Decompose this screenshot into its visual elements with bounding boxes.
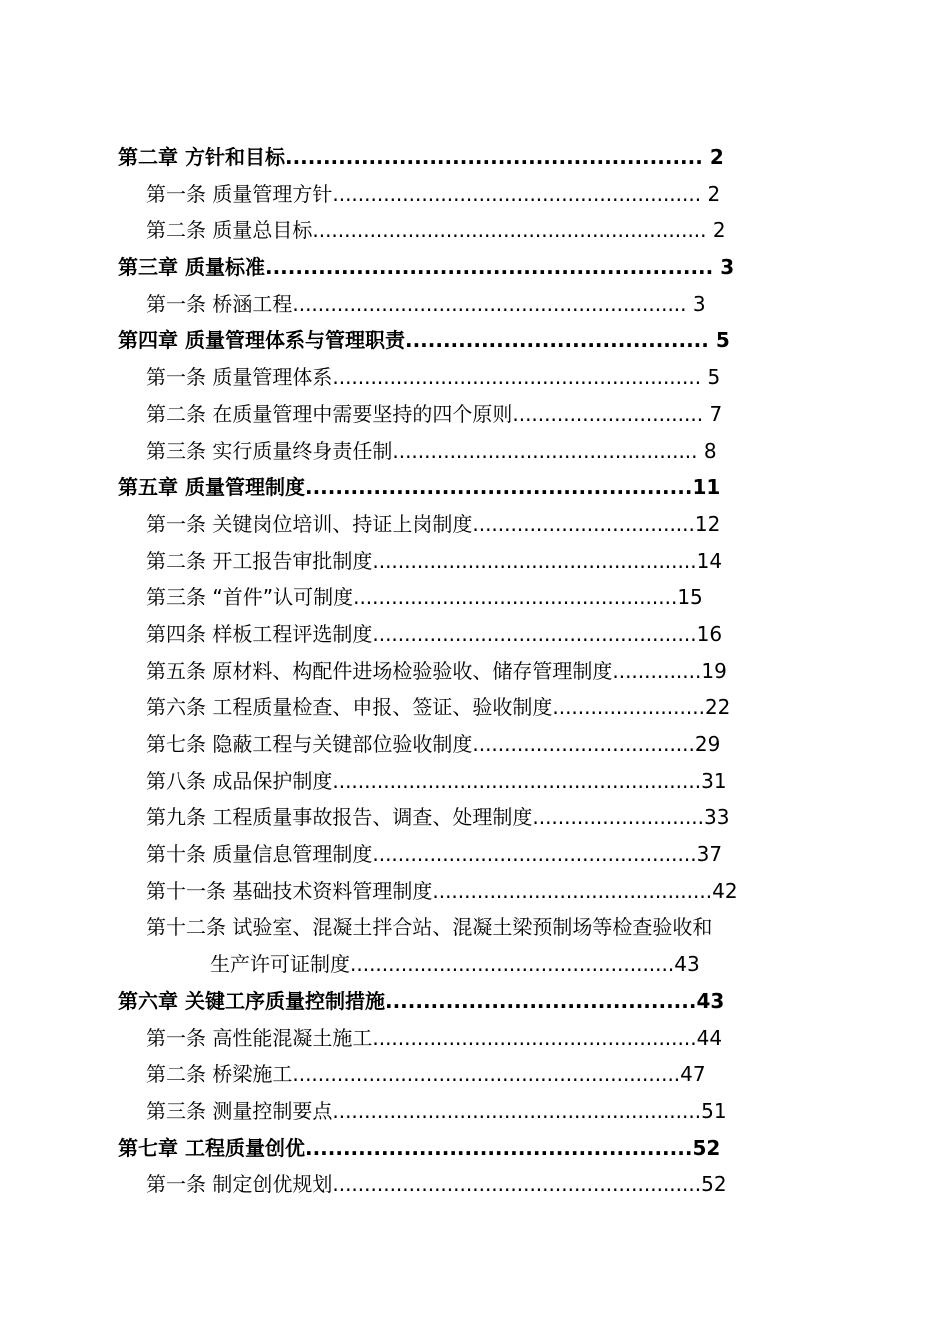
toc-leader-dots: ................................................... (372, 548, 697, 573)
toc-entry-title: 第四章 质量管理体系与管理职责 (118, 328, 405, 353)
toc-article-entry[interactable] (0, 1166, 950, 1203)
toc-entry-title: 第十二条 试验室、混凝土拌合站、混凝土梁预制场等检查验收和 (146, 915, 713, 940)
toc-chapter-entry[interactable] (0, 139, 950, 176)
toc-page-number: 8 (703, 438, 717, 463)
toc-entry-title: 第十一条 基础技术资料管理制度 (146, 878, 433, 903)
toc-leader-dots: ................................................... (372, 1025, 697, 1050)
toc-entry-title: 第一条 质量管理方针 (146, 181, 333, 206)
toc-leader-dots: ................................... (472, 732, 695, 756)
toc-leader-dots: ................................................... (372, 842, 697, 867)
toc-leader-dots: .............................................................. (292, 291, 693, 316)
toc-entry-title: 第二条 开工报告审批制度 (146, 548, 373, 573)
toc-leader-dots: ................................................... (372, 621, 697, 646)
toc-article-entry[interactable] (0, 433, 950, 470)
toc-entry-title: 第二条 桥梁施工 (146, 1062, 293, 1087)
toc-page-number: 3 (720, 255, 735, 280)
toc-entry-title: 第一条 质量管理体系 (146, 365, 333, 390)
toc-page-number: 51 (701, 1098, 727, 1123)
toc-leader-dots: .......................................................... (332, 181, 708, 206)
toc-entry-title: 第八条 成品保护制度 (146, 768, 333, 793)
toc-article-entry[interactable] (0, 873, 950, 910)
toc-article-entry[interactable] (0, 1093, 950, 1130)
toc-article-entry[interactable] (0, 1056, 950, 1093)
toc-leader-dots: .............. (612, 658, 702, 683)
toc-chapter-entry[interactable] (0, 469, 950, 506)
toc-leader-dots: ........................ (552, 695, 705, 720)
toc-leader-dots: .......................................................... (332, 768, 702, 793)
toc-page-number: 12 (694, 511, 721, 536)
toc-page-number: 43 (696, 988, 725, 1013)
toc-article-entry[interactable] (0, 909, 950, 946)
toc-page-number: 14 (696, 548, 723, 573)
toc-entry-title: 第七条 隐蔽工程与关键部位验收制度 (146, 732, 473, 756)
toc-leader-dots: ........................................................... (264, 255, 721, 280)
toc-entry-title: 第一条 关键岗位培训、持证上岗制度 (146, 511, 473, 536)
toc-leader-dots: ......................................... (384, 988, 697, 1013)
toc-leader-dots: .............................. (512, 401, 710, 426)
toc-article-entry[interactable] (0, 286, 950, 323)
toc-article-entry[interactable] (0, 176, 950, 213)
toc-chapter-entry[interactable] (0, 249, 950, 286)
toc-leader-dots: ................................................ (392, 438, 704, 463)
toc-page-number: 16 (696, 621, 723, 646)
toc-page-number: 5 (707, 365, 721, 390)
toc-entry-title: 第七章 工程质量创优 (118, 1135, 305, 1160)
toc-article-entry[interactable] (0, 946, 950, 983)
toc-chapter-entry[interactable] (0, 983, 950, 1020)
toc-entry-title: 第六章 关键工序质量控制措施 (118, 988, 385, 1013)
toc-entry-title: 第三条 实行质量终身责任制 (146, 438, 393, 463)
toc-page-number: 15 (677, 585, 703, 610)
toc-page-number: 43 (674, 952, 700, 977)
toc-page-number: 29 (694, 732, 721, 756)
toc-entry-title: 第一条 桥涵工程 (146, 291, 293, 316)
toc-page-number: 37 (696, 842, 723, 867)
toc-leader-dots: ........................................ (404, 328, 716, 353)
toc-article-entry[interactable] (0, 763, 950, 800)
toc-leader-dots: .............................................................. (312, 218, 713, 243)
toc-page-number: 2 (709, 145, 724, 169)
toc-leader-dots: .......................................................... (332, 1172, 702, 1197)
toc-article-entry[interactable] (0, 359, 950, 396)
toc-entry-title: 第三章 质量标准 (118, 255, 265, 280)
toc-page-number: 19 (701, 658, 727, 683)
toc-leader-dots: ....................................................... (284, 145, 710, 169)
toc-entry-title: 第五章 质量管理制度 (118, 475, 305, 500)
toc-article-entry[interactable] (0, 1020, 950, 1057)
toc-page-number: 11 (692, 475, 721, 500)
toc-entry-title: 第三条 “首件”认可制度 (146, 585, 354, 610)
toc-entry-title: 第九条 工程质量事故报告、调查、处理制度 (146, 805, 533, 830)
toc-chapter-entry[interactable] (0, 322, 950, 359)
toc-entry-title: 第二条 在质量管理中需要坚持的四个原则 (146, 401, 513, 426)
toc-leader-dots: ................................... (472, 511, 695, 536)
toc-entry-title: 第一条 制定创优规划 (146, 1172, 333, 1197)
toc-leader-dots: .......................................................... (332, 365, 708, 390)
toc-leader-dots: ............................................ (432, 878, 713, 903)
toc-page-number: 42 (712, 878, 738, 903)
toc-entry-title: 第五条 原材料、构配件进场检验验收、储存管理制度 (146, 658, 613, 683)
toc-entry-title: 第六条 工程质量检查、申报、签证、验收制度 (146, 695, 553, 720)
toc-page-number: 31 (701, 768, 727, 793)
toc-article-entry[interactable] (0, 799, 950, 836)
toc-article-entry[interactable] (0, 689, 950, 726)
toc-leader-dots: .......................................................... (332, 1098, 702, 1123)
toc-leader-dots: ................................................... (304, 475, 693, 500)
toc-article-entry[interactable] (0, 396, 950, 433)
toc-page-number: 7 (709, 401, 723, 426)
toc-article-entry[interactable] (0, 726, 950, 763)
toc-article-entry[interactable] (0, 212, 950, 249)
table-of-contents (0, 139, 950, 1203)
toc-page-number: 44 (696, 1025, 723, 1050)
toc-page-number: 52 (692, 1135, 721, 1160)
toc-entry-title: 第二条 质量总目标 (146, 218, 313, 243)
toc-page-number: 2 (712, 218, 726, 243)
toc-leader-dots: ............................................................. (292, 1062, 681, 1087)
toc-leader-dots: ................................................... (353, 585, 678, 610)
toc-leader-dots: ................................................... (350, 952, 675, 977)
toc-entry-title: 第一条 高性能混凝土施工 (146, 1025, 373, 1050)
toc-article-entry[interactable] (0, 543, 950, 580)
toc-page-number: 33 (704, 805, 730, 830)
toc-article-entry[interactable] (0, 616, 950, 653)
toc-chapter-entry[interactable] (0, 1130, 950, 1167)
toc-entry-title: 第十条 质量信息管理制度 (146, 842, 373, 867)
toc-page-number: 3 (692, 291, 706, 316)
toc-page-number: 47 (680, 1062, 706, 1087)
toc-article-entry[interactable] (0, 579, 950, 616)
toc-entry-title: 第三条 测量控制要点 (146, 1098, 333, 1123)
toc-article-entry[interactable] (0, 653, 950, 690)
toc-article-entry[interactable] (0, 506, 950, 543)
toc-page-number: 5 (715, 328, 730, 353)
toc-leader-dots: ........................... (532, 805, 705, 830)
toc-entry-title: 生产许可证制度 (210, 952, 350, 977)
toc-article-entry[interactable] (0, 836, 950, 873)
toc-entry-title: 第二章 方针和目标 (118, 145, 285, 169)
toc-leader-dots: ................................................... (304, 1135, 693, 1160)
toc-entry-title: 第四条 样板工程评选制度 (146, 621, 373, 646)
toc-page-number: 22 (704, 695, 731, 720)
toc-page-number: 2 (707, 181, 721, 206)
toc-page-number: 52 (701, 1172, 727, 1197)
